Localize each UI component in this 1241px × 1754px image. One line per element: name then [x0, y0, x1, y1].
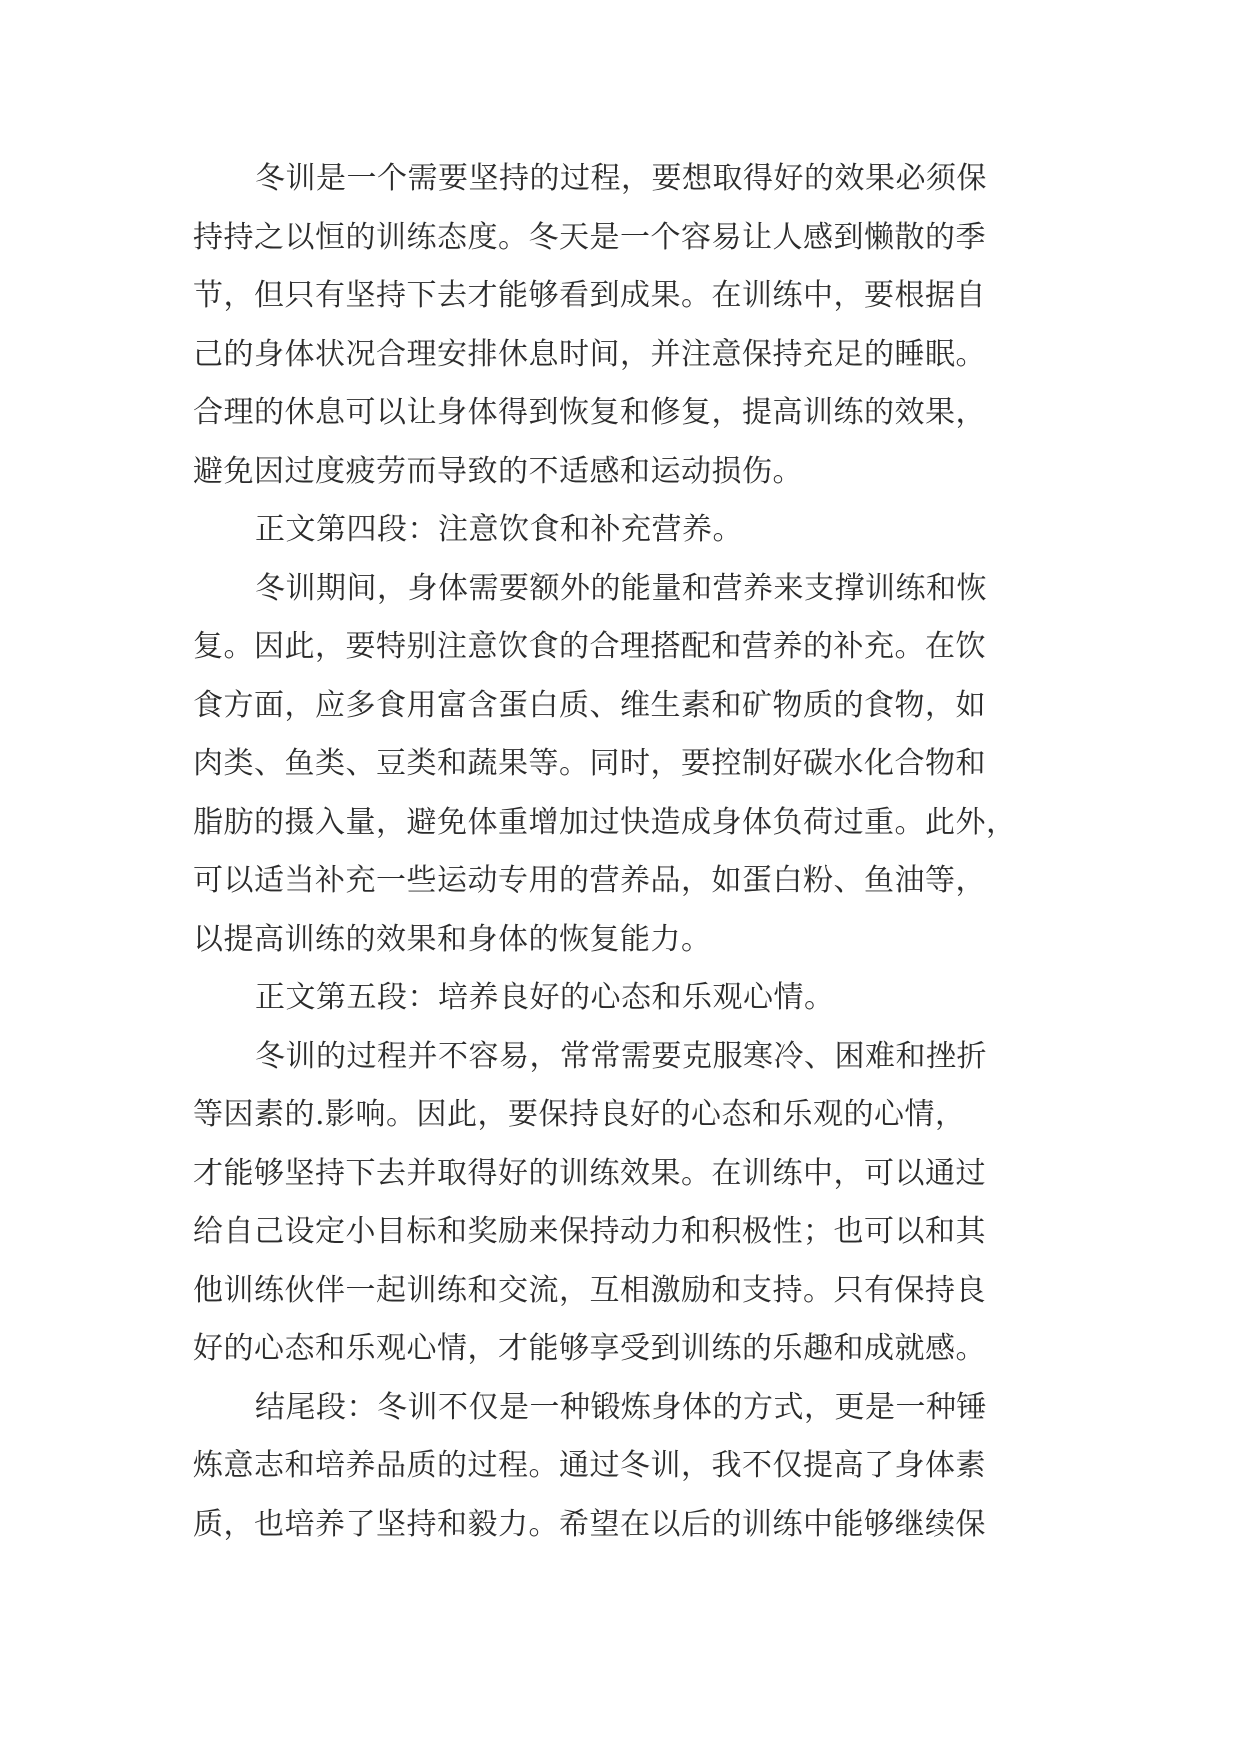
text-line: 给自己设定小目标和奖励来保持动力和积极性；也可以和其 [193, 1214, 986, 1249]
text-line: 可以适当补充一些运动专用的营养品，如蛋白粉、鱼油等， [193, 863, 986, 898]
text-line: 持持之以恒的训练态度。冬天是一个容易让人感到懒散的季 [193, 219, 986, 255]
text-line: 正文第四段：注意饮食和补充营养。 [255, 512, 743, 547]
text-line: 结尾段：冬训不仅是一种锻炼身体的方式，更是一种锤 [255, 1389, 987, 1425]
text-line: 复。因此，要特别注意饮食的合理搭配和营养的补充。在饮 [193, 629, 986, 664]
text-line: 避免因过度疲劳而导致的不适感和运动损伤。 [193, 453, 803, 489]
document-body [193, 150, 1053, 1554]
text-line: 等因素的.影响。因此，要保持良好的心态和乐观的心情， [193, 1097, 966, 1132]
text-line: 正文第五段：培养良好的心态和乐观心情。 [255, 980, 835, 1015]
text-line: 食方面，应多食用富含蛋白质、维生素和矿物质的食物，如 [193, 687, 986, 723]
text-line: 合理的休息可以让身体得到恢复和修复，提高训练的效果， [193, 395, 986, 430]
text-line: 冬训期间，身体需要额外的能量和营养来支撑训练和恢 [255, 570, 987, 606]
text-line: 冬训是一个需要坚持的过程，要想取得好的效果必须保 [255, 161, 987, 196]
text-line: 炼意志和培养品质的过程。通过冬训，我不仅提高了身体素 [193, 1448, 986, 1483]
text-line: 以提高训练的效果和身体的恢复能力。 [193, 921, 712, 957]
text-line: 才能够坚持下去并取得好的训练效果。在训练中，可以通过 [193, 1155, 986, 1191]
text-line: 质，也培养了坚持和毅力。希望在以后的训练中能够继续保 [193, 1506, 986, 1542]
text-line: 他训练伙伴一起训练和交流，互相激励和支持。只有保持良 [193, 1272, 986, 1308]
text-line: 节，但只有坚持下去才能够看到成果。在训练中，要根据自 [193, 278, 986, 313]
text-line: 脂肪的摄入量，避免体重增加过快造成身体负荷过重。此外， [193, 804, 1017, 840]
text-line: 好的心态和乐观心情，才能够享受到训练的乐趣和成就感。 [193, 1331, 986, 1366]
text-line: 冬训的过程并不容易，常常需要克服寒冷、困难和挫折 [255, 1038, 987, 1074]
text-line: 己的身体状况合理安排休息时间，并注意保持充足的睡眠。 [193, 336, 986, 372]
text-line: 肉类、鱼类、豆类和蔬果等。同时，要控制好碳水化合物和 [193, 746, 986, 781]
